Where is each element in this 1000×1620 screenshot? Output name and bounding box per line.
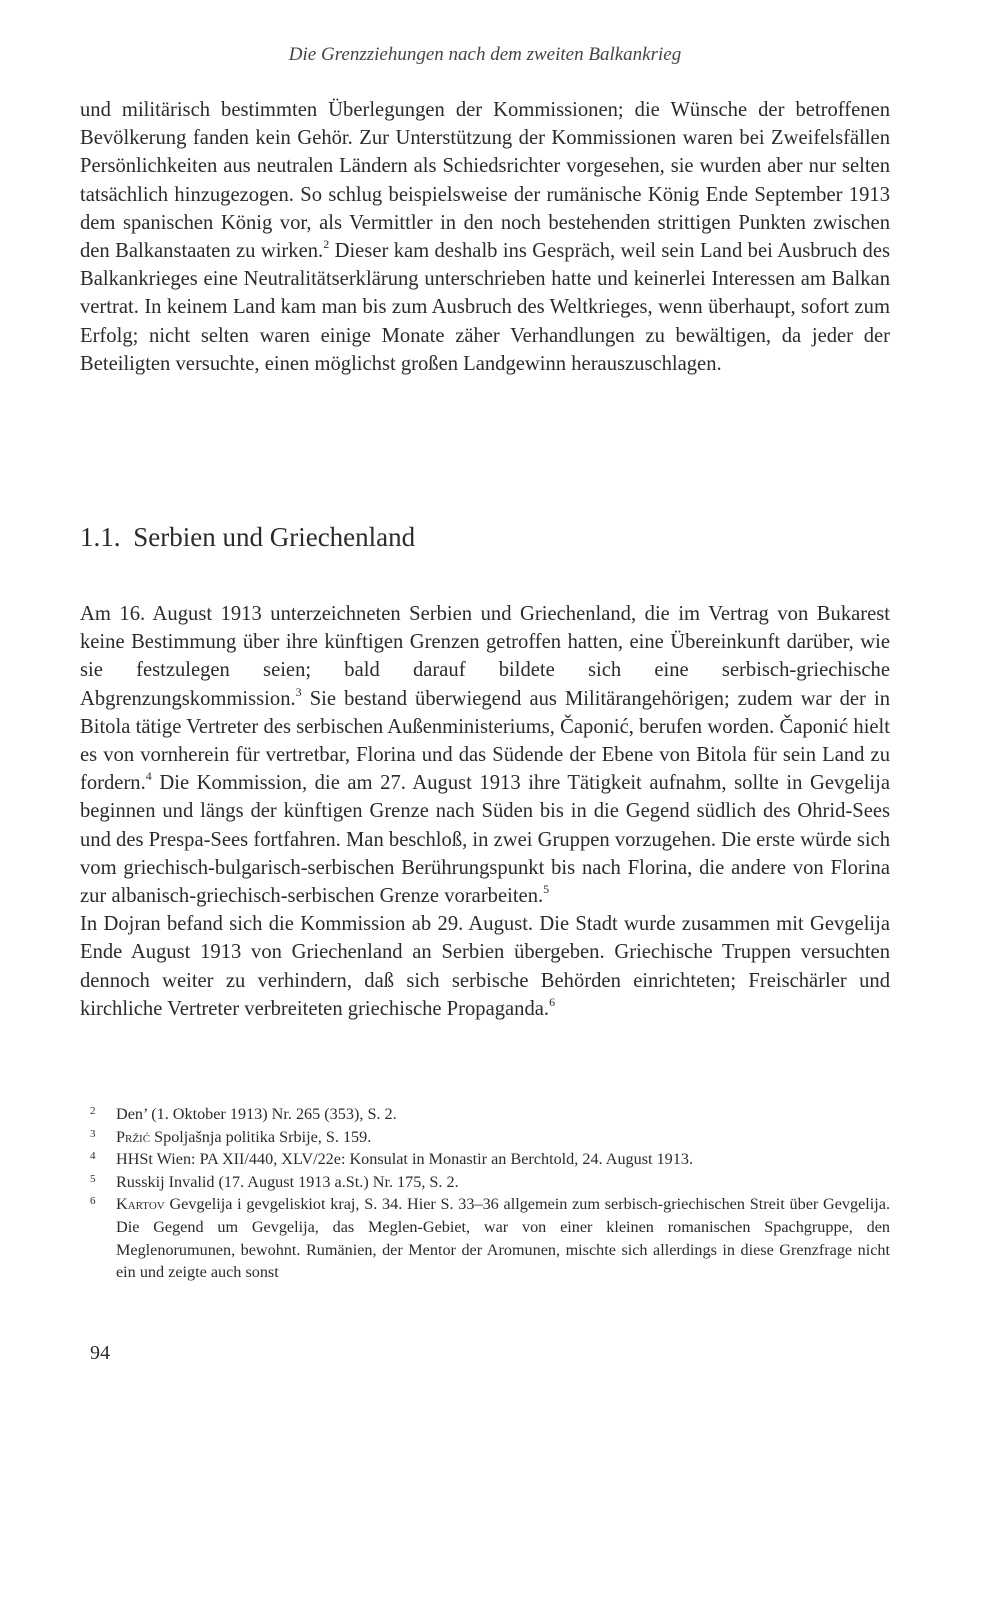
footnote-citation: Spoljašnja politika Srbije, S. 159. <box>150 1127 372 1146</box>
footnote <box>90 1126 890 1149</box>
footnote-text <box>116 1193 890 1283</box>
footnotes <box>90 1103 890 1284</box>
intro-text-part: Dieser kam deshalb ins Gespräch, weil sein Land bei Ausbruch des Balkankrieges eine Neutralitätserklärung unterschrieben hatte und keinerlei Interessen am Balkan vertrat. In keinem Land kam man bis zum Ausbruch des Weltkrieges, wenn überhaupt, sofort zum Erfolg; nicht selten waren einige Monate zäher Verhandlungen zu bewältigen, da jeder der Beteiligten versuchte, einen möglichst großen Landgewinn herauszuschlagen. <box>80 240 890 375</box>
footnote-reference: 4 <box>145 769 152 784</box>
footnote-number: 5 <box>90 1172 96 1185</box>
running-head: Die Grenzziehungen nach dem zweiten Balkankrieg <box>288 44 682 65</box>
footnote-number: 6 <box>90 1195 96 1208</box>
footnote-number: 2 <box>90 1105 96 1117</box>
footnote-reference: 6 <box>549 994 556 1009</box>
footnote <box>90 1148 890 1171</box>
paragraph-text: In Dojran befand sich die Kommission ab 29. August. Die Stadt wurde zusammen mit Gevgelija Ende August 1913 von Griechenland an Serbien übergeben. Griechische Truppen versuchten dennoch weiter zu verhindern, daß sich serbische Behörden einrichteten; Freischärler und kirchliche Vertreter verbreiteten griechische Propaganda. <box>80 913 890 1020</box>
body-paragraph <box>80 910 890 1023</box>
intro-text-part: und militärisch bestimmten Überlegungen der Kommissionen; die Wünsche der betroffenen Bevölkerung fanden kein Gehör. Zur Unterstützung der Kommissionen waren bei Zweifelsfällen Persönlichkeiten aus neutralen Ländern als Schiedsrichter vorgesehen, sie wurden aber nur selten tatsächlich hinzugezogen. So schlug beispielsweise der rumänische König Ende September 1913 dem spanischen König vor, als Vermittler in den noch bestehenden strittigen Punkten zwischen den Balkanstaaten zu wirken. <box>80 99 890 263</box>
footnote <box>90 1193 890 1283</box>
section-body <box>80 600 890 1023</box>
paragraph-text: Sie bestand überwiegend aus Militärangehörigen; zudem war der in Bitola tätige Vertreter des serbischen Außenministeriums, Čaponić, berufen worden. Čaponić hielt es von vornherein für vertretbar, Florina und das Südende der Ebene von Bitola für sein Land zu fordern. <box>80 687 890 795</box>
footnote-reference: 3 <box>295 684 302 699</box>
footnote-text <box>116 1126 890 1149</box>
footnote-reference: 5 <box>543 882 550 897</box>
section-heading <box>80 522 415 553</box>
paragraph-text: Am 16. August 1913 unterzeichneten Serbien und Griechenland, die im Vertrag von Bukarest keine Bestimmung über ihre künftigen Grenzen getroffen hatten, eine Übereinkunft darüber, wie sie festzulegen seien; bald darauf bildete sich eine serbisch-griechische Abgrenzungskommission. <box>80 603 890 710</box>
footnote <box>90 1103 890 1126</box>
footnote-text: Den’ (1. Oktober 1913) Nr. 265 (353), S. 2. <box>116 1105 397 1123</box>
footnote-citation: Gevgelija i gevgeliskiot kraj, S. 34. Hier S. 33–36 allgemein zum serbisch-griechischen Streit über Gevgelija. Die Gegend um Gevgelija, das Meglen-Gebiet, war von einer kleinen romanischen Spachgruppe, den Meglenorumunen, bewohnt. Rumänien, der Mentor der Aromunen, mischte sich allerdings in diese Grenzfrage nicht ein und zeigte auch sonst <box>116 1195 890 1282</box>
footnote-text: Russkij Invalid (17. August 1913 a.St.) Nr. 175, S. 2. <box>116 1172 459 1191</box>
paragraph-text: Die Kommission, die am 27. August 1913 ihre Tätigkeit aufnahm, sollte in Gevgelija beginnen und längs der künftigen Grenze nach Süden bis in die Gegend südlich des Ohrid-Sees und des Prespa-Sees fortfahren. Man beschloß, in zwei Gruppen vorzugehen. Die erste würde sich vom griechisch-bulgarisch-serbischen Berührungspunkt bis nach Florina, die andere von Florina zur albanisch-griechisch-serbischen Grenze vorarbeiten. <box>80 772 890 908</box>
section-number: 1.1. <box>80 522 121 552</box>
page-number: 94 <box>90 1342 110 1364</box>
intro-text <box>80 96 890 378</box>
footnote-number: 4 <box>90 1150 96 1163</box>
footnote-reference: 2 <box>323 237 330 252</box>
footnote-author: Kartov <box>116 1195 165 1214</box>
body-paragraph <box>80 600 890 910</box>
footnote-text: HHSt Wien: PA XII/440, XLV/22e: Konsulat in Monastir an Berchtold, 24. August 1913. <box>116 1150 693 1169</box>
footnote-number: 3 <box>90 1127 96 1140</box>
footnote <box>90 1171 890 1194</box>
footnote-author: Pržić <box>116 1127 151 1146</box>
section-title: Serbien und Griechenland <box>133 522 416 552</box>
intro-paragraph <box>80 96 890 378</box>
